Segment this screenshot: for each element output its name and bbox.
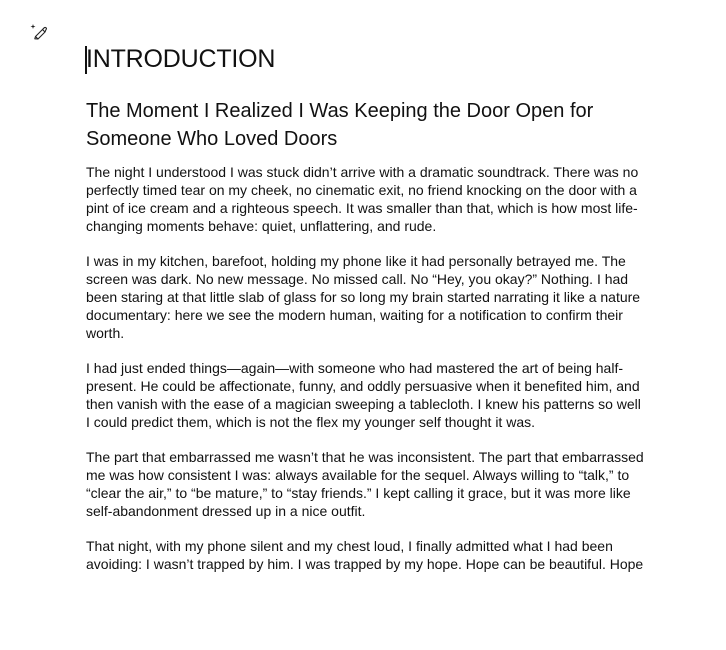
paragraph-3: I had just ended things—again—with someone who had mastered the art of being half-present. He could be affectionate, funny, and oddly persuasive when it benefited him, and then vanish with the ease of a magician sweeping a tablecloth. I knew his patterns so well I could predict them, which is not the flex my younger self thought it was.	[86, 360, 641, 430]
section-title: The Moment I Realized I Was Keeping the Door Open for Someone Who Loved Doors	[86, 100, 594, 150]
paragraph-1: The night I understood I was stuck didn’t arrive with a dramatic soundtrack. There was no perfectly timed tear on my cheek, no cinematic exit, no friend knocking on the door with a pint of ice cream and a righteous speech. It was smaller than that, which is how most life-changing moments behave: quiet, unflattering, and rude.	[86, 164, 639, 234]
document-body[interactable]	[86, 42, 646, 573]
chapter-heading-text: INTRODUCTION	[86, 45, 276, 73]
chapter-heading	[86, 42, 646, 76]
text-cursor	[85, 46, 87, 74]
paragraph-5: That night, with my phone silent and my chest loud, I finally admitted what I had been avoiding: I wasn’t trapped by him. I was trapped by my hope. Hope can be beautiful. Hope	[86, 538, 644, 572]
magic-wand-icon[interactable]	[30, 22, 48, 40]
paragraph-4: The part that embarrassed me wasn’t that he was inconsistent. The part that embarrassed me was how consistent I was: always available for the sequel. Always willing to “talk,” to “clear the air,” to “be mature,” to “stay friends.” I kept calling it grace, but it was more like self-abandonment dressed up in a nice outfit.	[86, 449, 644, 519]
paragraph-2: I was in my kitchen, barefoot, holding my phone like it had personally betrayed me. The screen was dark. No new message. No missed call. No “Hey, you okay?” Nothing. I had been staring at that little slab of glass for so long my brain started narrating it like a nature documentary: here we see the modern human, waiting for a notification to confirm their worth.	[86, 253, 641, 341]
magic-wand-icon-graphic	[30, 22, 48, 40]
